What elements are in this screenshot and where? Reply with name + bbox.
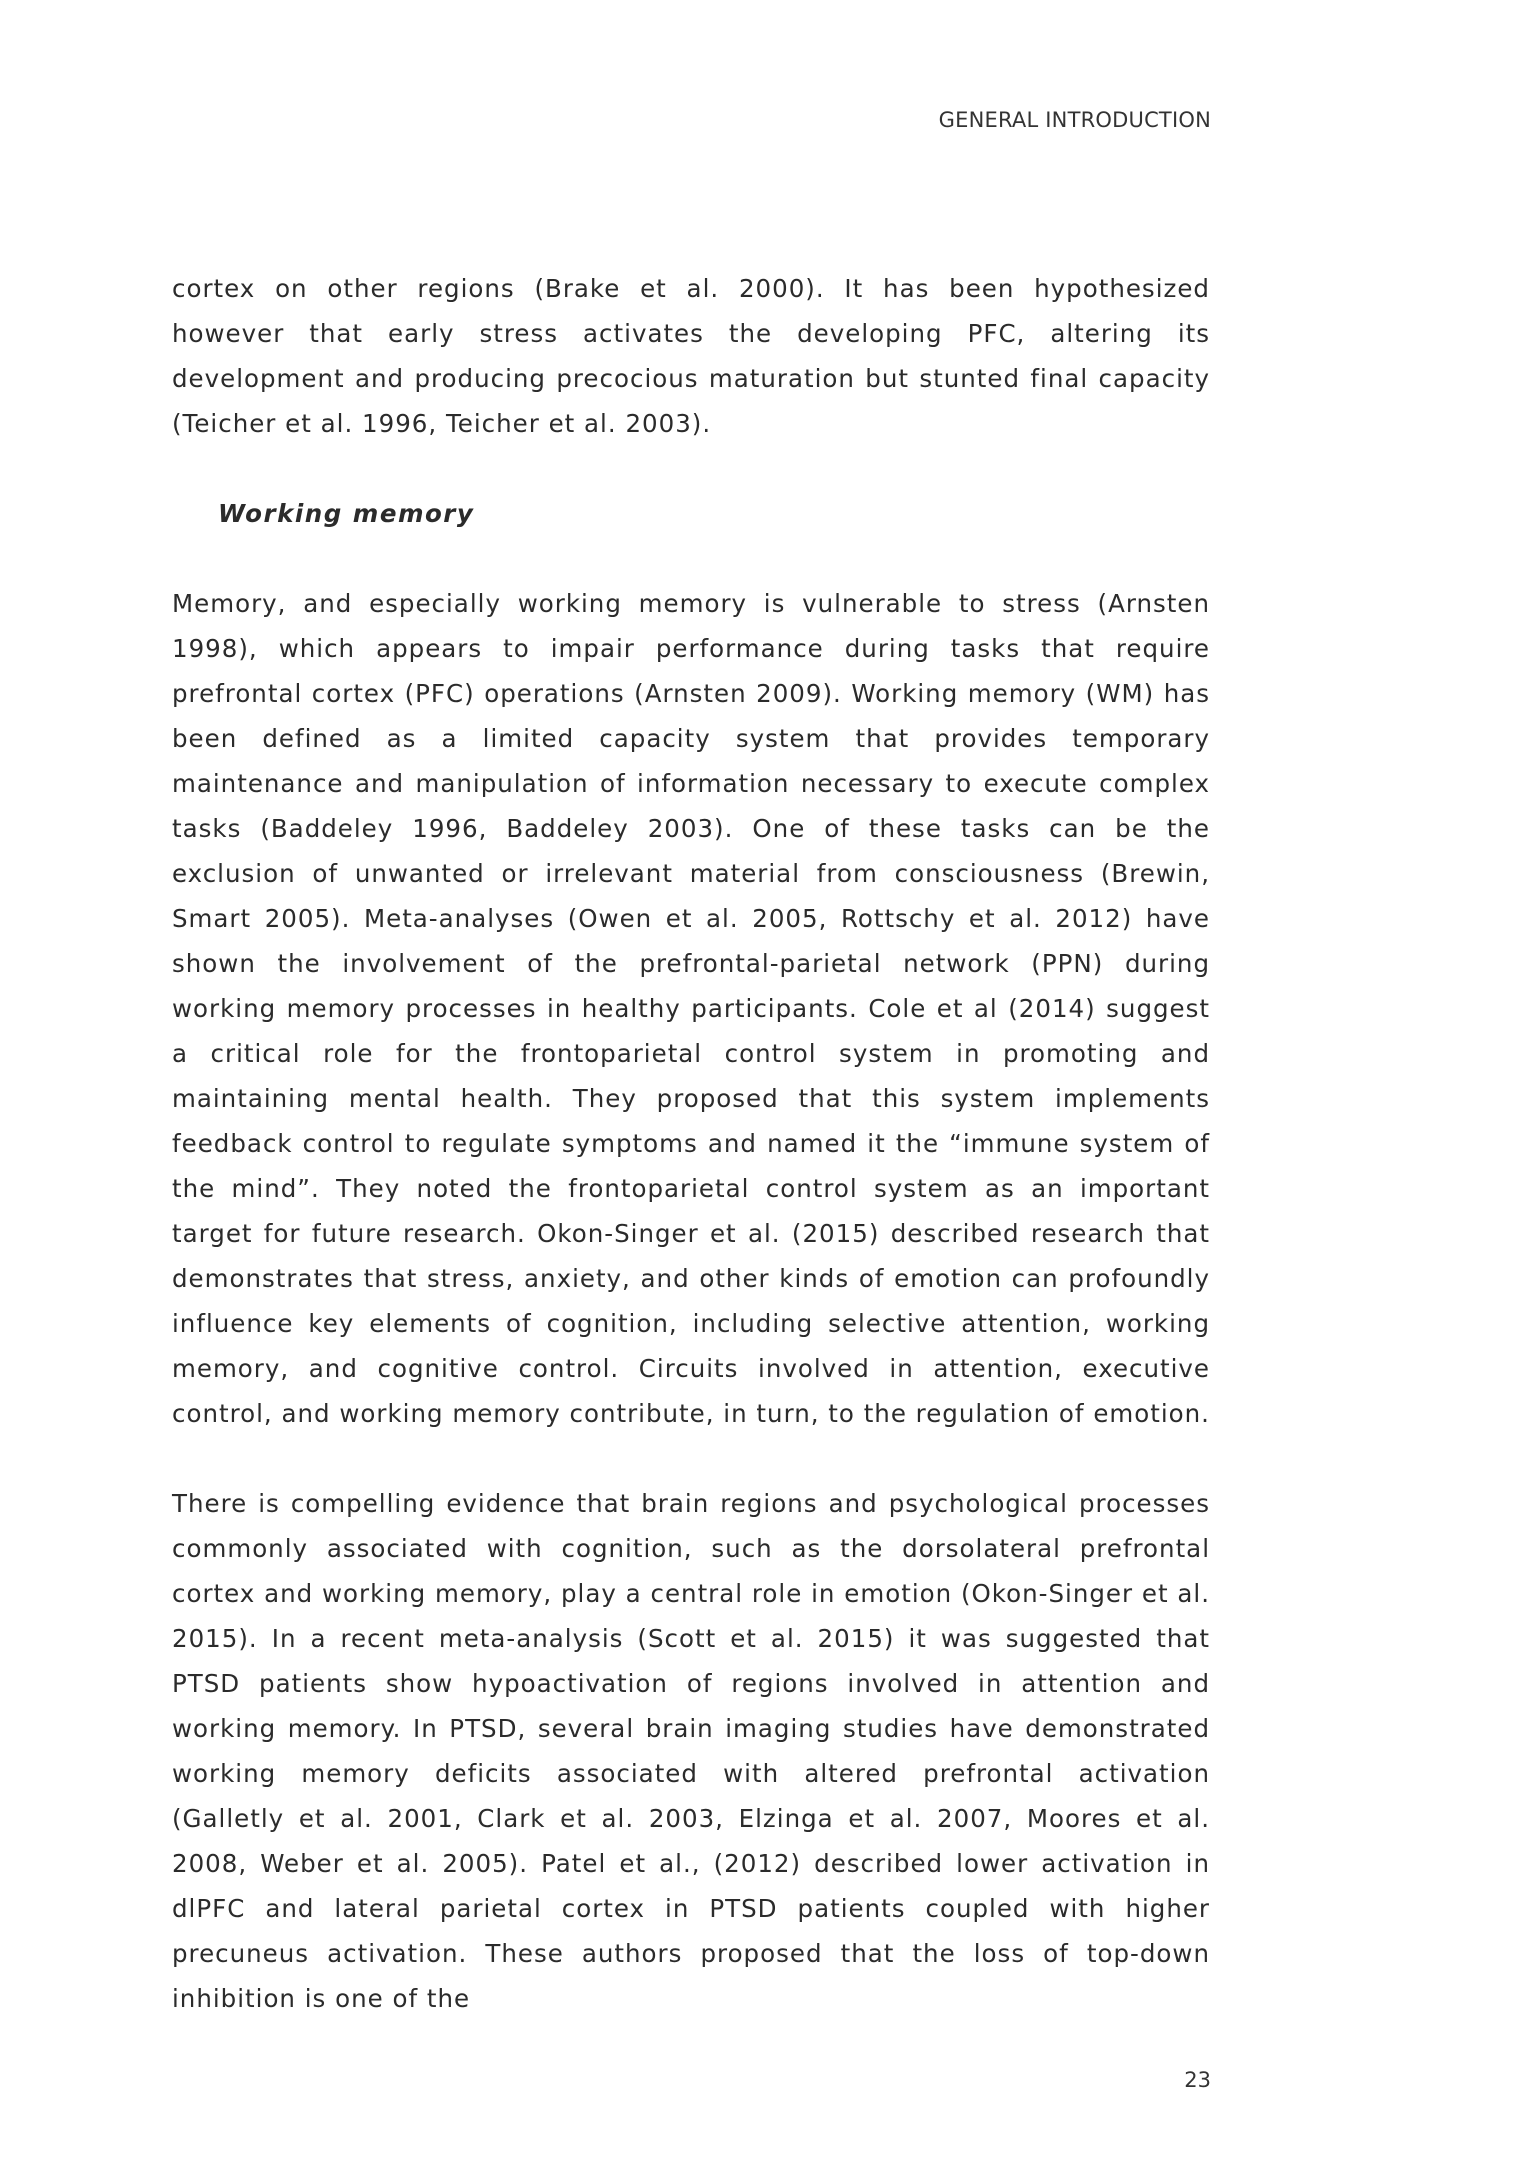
running-header: GENERAL INTRODUCTION (938, 108, 1211, 132)
paragraph-working-memory: Memory, and especially working memory is vulnerable to stress (Arnsten 1998), which appears to impair performance during tasks that require prefrontal cortex (PFC) operations (Arnsten 2009). Working memory (WM) has been defined as a limited capacity system that provides temporary maintenance and manipulation of information necessary to execute complex tasks (Baddeley 1996, Baddeley 2003). One of these tasks can be the exclusion of unwanted or irrelevant material from consciousness (Brewin, Smart 2005). Meta-analyses (Owen et al. 2005, Rottschy et al. 2012) have shown the involvement of the prefrontal-parietal network (PPN) during working memory processes in healthy participants. Cole et al (2014) suggest a critical role for the frontoparietal control system in promoting and maintaining mental health. They proposed that this system implements feedback control to regulate symptoms and named it the “immune system of the mind”. They noted the frontoparietal control system as an important target for future research. Okon-Singer et al. (2015) described research that demonstrates that stress, anxiety, and other kinds of emotion can profoundly influence key elements of cognition, including selective attention, working memory, and cognitive control. Circuits involved in attention, executive control, and working memory contribute, in turn, to the regulation of emotion. (172, 589, 1210, 1428)
paragraph-continued: cortex on other regions (Brake et al. 2000). It has been hypothesized however that early stress activates the developing PFC, altering its development and producing precocious maturation but stunted final capacity (Teicher et al. 1996, Teicher et al. 2003). (172, 274, 1210, 438)
body-text (172, 266, 1210, 2021)
paragraph-evidence: There is compelling evidence that brain regions and psychological processes commonly associated with cognition, such as the dorsolateral prefrontal cortex and working memory, play a central role in emotion (Okon-Singer et al. 2015). In a recent meta-analysis (Scott et al. 2015) it was suggested that PTSD patients show hypoactivation of regions involved in attention and working memory. In PTSD, several brain imaging studies have demonstrated working memory deficits associated with altered prefrontal activation (Galletly et al. 2001, Clark et al. 2003, Elzinga et al. 2007, Moores et al. 2008, Weber et al. 2005). Patel et al., (2012) described lower activation in dlPFC and lateral parietal cortex in PTSD patients coupled with higher precuneus activation. These authors proposed that the loss of top-down inhibition is one of the (172, 1489, 1210, 2013)
section-subheading: Working memory (218, 499, 475, 528)
page-number: 23 (1184, 2068, 1211, 2092)
